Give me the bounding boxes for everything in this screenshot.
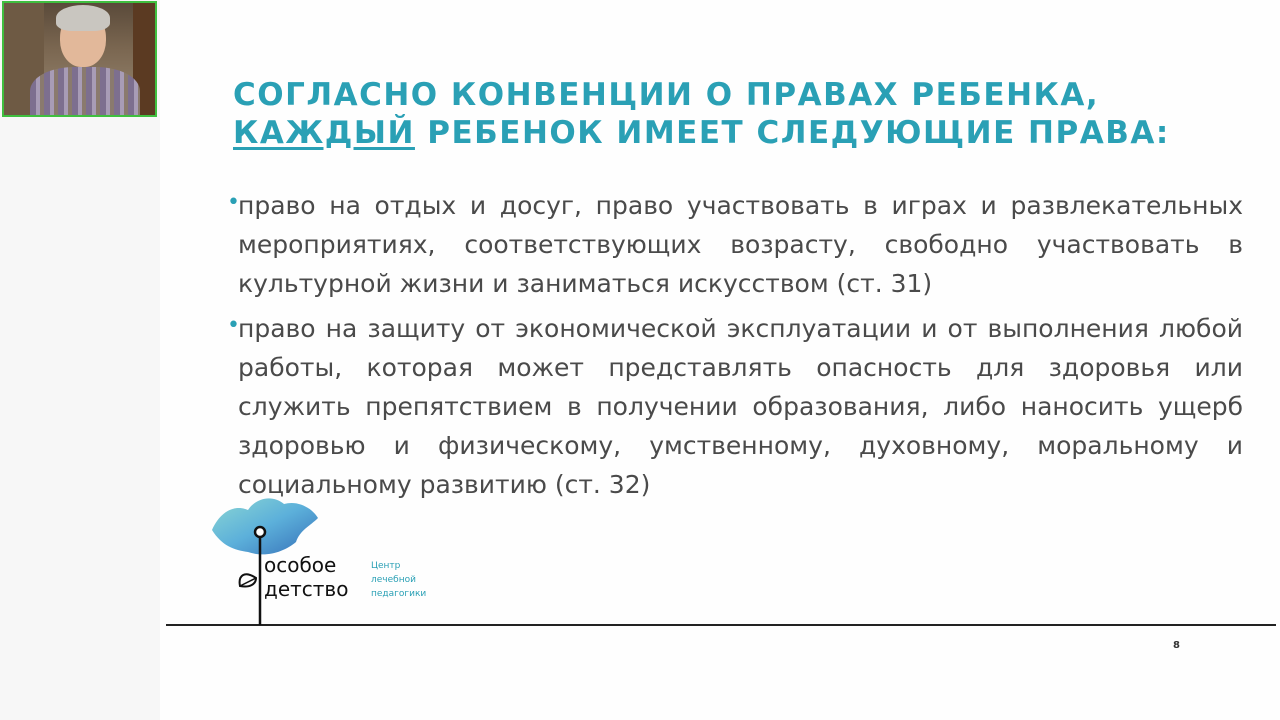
bullet-dot-icon: •	[227, 190, 240, 215]
title-line-2	[233, 114, 1233, 152]
slide-page-number: 8	[1173, 640, 1180, 651]
presentation-slide	[160, 0, 1280, 720]
bullet-item	[228, 186, 1243, 303]
title-line-1: СОГЛАСНО КОНВЕНЦИИ О ПРАВАХ РЕБЕНКА,	[233, 77, 1100, 113]
webcam-video-tile[interactable]	[2, 1, 157, 117]
webcam-person-shirt	[30, 67, 140, 117]
bullet-dot-icon: •	[227, 313, 240, 338]
logo-name-line-2: детство	[264, 577, 349, 601]
title-line-2-rest: РЕБЕНОК ИМЕЕТ СЛЕДУЮЩИЕ ПРАВА:	[414, 115, 1170, 151]
bullet-list	[228, 186, 1243, 510]
bullet-item	[228, 309, 1243, 504]
watercolor-splash-icon	[212, 498, 318, 554]
logo-subtitle-line-3: педагогики	[371, 589, 427, 599]
logo-subtitle-line-1: Центр	[371, 561, 401, 571]
slide-title	[233, 76, 1233, 152]
leaf-icon	[240, 574, 256, 586]
osoboe-detstvo-logo	[200, 490, 440, 630]
title-underlined-word: КАЖДЫЙ	[233, 115, 415, 151]
webcam-person-hair	[56, 5, 110, 31]
bullet-text: право на отдых и досуг, право участвовать в играх и развлекательных мероприятиях, соответствующих возрасту, свободно участвовать в культурной жизни и заниматься искусством (ст. 31)	[238, 191, 1243, 298]
logo-subtitle-line-2: лечебной	[371, 575, 416, 585]
logo-name-line-1: особое	[264, 553, 337, 577]
bullet-text: право на защиту от экономической эксплуатации и от выполнения любой работы, которая может представлять опасность для здоровья или служить препятствием в получении образования, либо наносить ущерб здоровью и физическому, умственному, духовному, моральному и социальному развитию (ст. 32)	[238, 314, 1243, 499]
